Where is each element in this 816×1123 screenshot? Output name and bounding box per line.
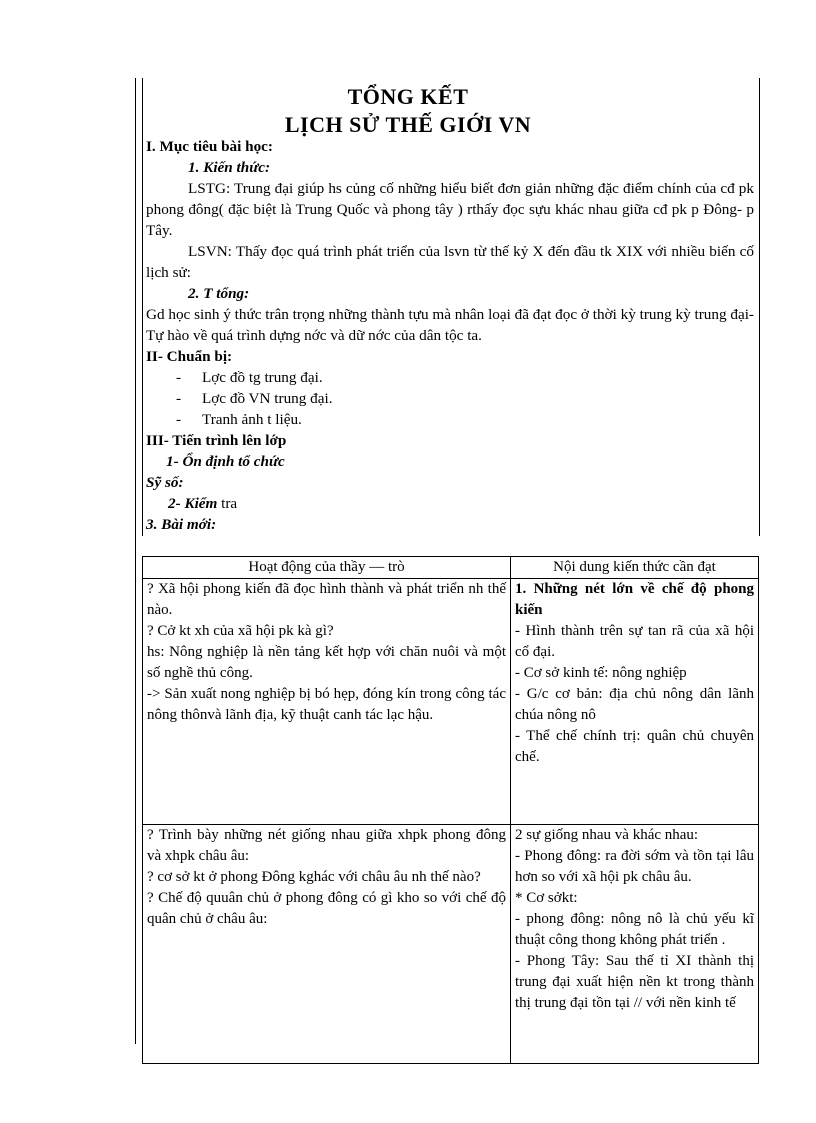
step2-rest: tra xyxy=(217,495,238,512)
row2-right-line: - phong đông: nông nô là chủ yếu kĩ thuật công thong không phát triển . xyxy=(515,911,754,948)
section1-heading: I. Mục tiêu bài học: xyxy=(146,138,273,155)
preparation-list xyxy=(146,367,754,430)
row2-left-line: ? Trình bày những nét giống nhau giữa xhpk phong đông và xhpk châu âu: xyxy=(147,827,506,864)
step3-heading: 3. Bài mới: xyxy=(146,516,217,533)
list-item: - Lợc đồ tg trung đại. xyxy=(176,367,754,388)
row1-right-cell xyxy=(511,579,759,825)
knowledge-paragraph-2: LSVN: Thấy đọc quá trình phát triển của lsvn từ thế kỷ X đến đầu tk XIX với nhiều biến cố lịch sử: xyxy=(146,243,754,281)
header-content: Nội dung kiến thức cần đạt xyxy=(511,557,759,579)
row2-left-line: ? Chế độ quuân chủ ở phong đông có gì kho so với chế độ quân chủ ở châu âu: xyxy=(147,890,506,927)
row1-right-heading: 1. Những nét lớn về chế độ phong kiến xyxy=(515,581,754,618)
row1-right-line: - Hình thành trên sự tan rã của xã hội cổ đại. xyxy=(515,623,754,660)
row1-right-line: - G/c cơ bản: địa chủ nông dân lãnh chúa nông nô xyxy=(515,686,754,723)
header-activity: Hoạt động của thầy — trò xyxy=(143,557,511,579)
row2-right-line: - Phong đông: ra đời sớm và tồn tại lâu hơn so với xã hội pk châu âu. xyxy=(515,848,754,885)
row2-left-cell xyxy=(143,825,511,1064)
lesson-content xyxy=(146,136,754,535)
step1-heading: 1- Ổn định tổ chức xyxy=(166,453,285,470)
siso-label: Sỹ số: xyxy=(146,474,184,491)
row1-left-line: ? Cở kt xh của xã hội pk kà gì? xyxy=(147,623,334,639)
attitude-heading: 2. T tổng: xyxy=(188,285,250,302)
title-line-1: TỔNG KẾT xyxy=(347,84,469,109)
row1-left-cell xyxy=(143,579,511,825)
table-header-row xyxy=(143,557,759,579)
attitude-paragraph: Gd học sinh ý thức trân trọng những thành tựu mà nhân loại đã đạt đọc ở thời kỳ trung kỳ trung đại- Tự hào về quá trình dựng nớc và dữ nớc của dân tộc ta. xyxy=(146,306,754,344)
row1-right-line: - Cơ sở kinh tế: nông nghiệp xyxy=(515,665,687,681)
knowledge-heading: 1. Kiến thức: xyxy=(188,159,271,176)
left-margin-line xyxy=(135,78,136,1044)
list-item: - Tranh ảnh t liệu. xyxy=(176,409,754,430)
row1-left-line: -> Sản xuất nong nghiệp bị bó hẹp, đóng kín trong công tác nông thônvà lãnh địa, kỹ thuật canh tác lạc hậu. xyxy=(147,686,506,723)
row1-left-line: ? Xã hội phong kiến đã đọc hình thành và phát triển nh thế nào. xyxy=(147,581,506,618)
title-line-2: LỊCH SỬ THẾ GIỚI VN xyxy=(284,112,532,137)
lesson-table xyxy=(142,556,759,1064)
step2-line xyxy=(146,493,754,514)
row1-left-line: hs: Nông nghiệp là nền tảng kết hợp với chăn nuôi và một số nghề thủ công. xyxy=(147,644,506,681)
row2-right-line: * Cơ sởkt: xyxy=(515,890,578,906)
table-row xyxy=(143,825,759,1064)
row2-right-line: 2 sự giống nhau và khác nhau: xyxy=(515,827,699,843)
section3-heading: III- Tiến trình lên lớp xyxy=(146,432,287,449)
row2-left-line: ? cơ sở kt ở phong Đông kghác với châu âu nh thế nào? xyxy=(147,869,481,885)
step2-label: 2- Kiểm xyxy=(168,495,218,512)
row2-right-line: - Phong Tây: Sau thế tỉ XI thành thị trung đại xuất hiện nền kt trong thành thị trung đại tồn tại // với nền kinh tế xyxy=(515,953,754,1011)
table-row xyxy=(143,579,759,825)
row2-right-cell xyxy=(511,825,759,1064)
knowledge-paragraph-1: LSTG: Trung đại giúp hs củng cố những hiểu biết đơn giản những đặc điểm chính của cđ pk phong đông( đặc biệt là Trung Quốc và phong tây ) rthấy đọc sựu khác nhau giữa cđ pk p Đông- p Tây. xyxy=(146,180,754,239)
list-item: - Lợc đồ VN trung đại. xyxy=(176,388,754,409)
row1-right-line: - Thể chế chính trị: quân chủ chuyên chế. xyxy=(515,728,754,765)
section2-heading: II- Chuẩn bị: xyxy=(146,348,233,365)
